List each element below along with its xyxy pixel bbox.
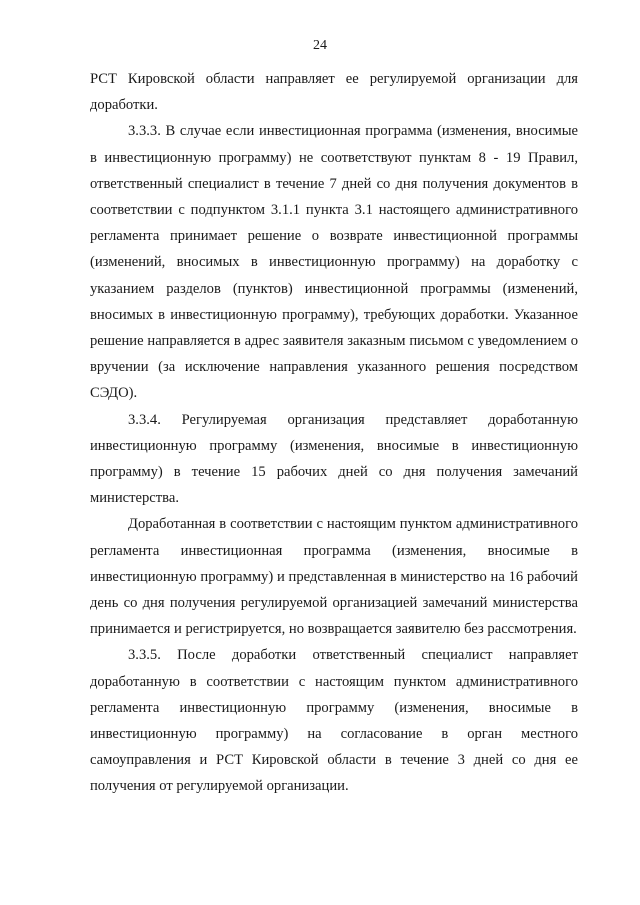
paragraph-continuation: РСТ Кировской области направляет ее регулируемой организации для доработки.	[90, 71, 578, 114]
page-number: 24	[313, 38, 327, 53]
paragraph-revised-program: Доработанная в соответствии с настоящим пунктом административного регламента инвестиционная программа (изменения, вносимые в инвестиционную программу) и представленная в министерство на 16 рабочий день со дня получения регулируемой организацией замечаний министерства принимается и регистрируется, но возвращается заявителю без рассмотрения.	[90, 516, 578, 638]
paragraph-3-3-3: 3.3.3. В случае если инвестиционная программа (изменения, вносимые в инвестиционную программу) не соответствуют пунктам 8 - 19 Правил, ответственный специалист в течение 7 дней со дня получения документов в соответствии с подпунктом 3.1.1 пункта 3.1 настоящего административного регламента принимает решение о возврате инвестиционной программы (изменений, вносимых в инвестиционную программу) на доработку с указанием разделов (пунктов) инвестиционной программы (изменений, вносимых в инвестиционную программу), требующих доработки. Указанное решение направляется в адрес заявителя заказным письмом с уведомлением о вручении (за исключение направления указанного решения посредством СЭДО).	[90, 123, 578, 402]
paragraph-3-3-5: 3.3.5. После доработки ответственный специалист направляет доработанную в соответствии с настоящим пунктом административного регламента инвестиционную программу (изменения, вносимые в инвестиционную программу) на согласование в орган местного самоуправления и РСТ Кировской области в течение 3 дней со дня ее получения от регулируемой организации.	[90, 647, 578, 795]
paragraph-3-3-4: 3.3.4. Регулируемая организация представляет доработанную инвестиционную программу (изменения, вносимые в инвестиционную программу) в течение 15 рабочих дней со дня получения замечаний министерства.	[90, 411, 578, 507]
document-body	[90, 66, 578, 800]
